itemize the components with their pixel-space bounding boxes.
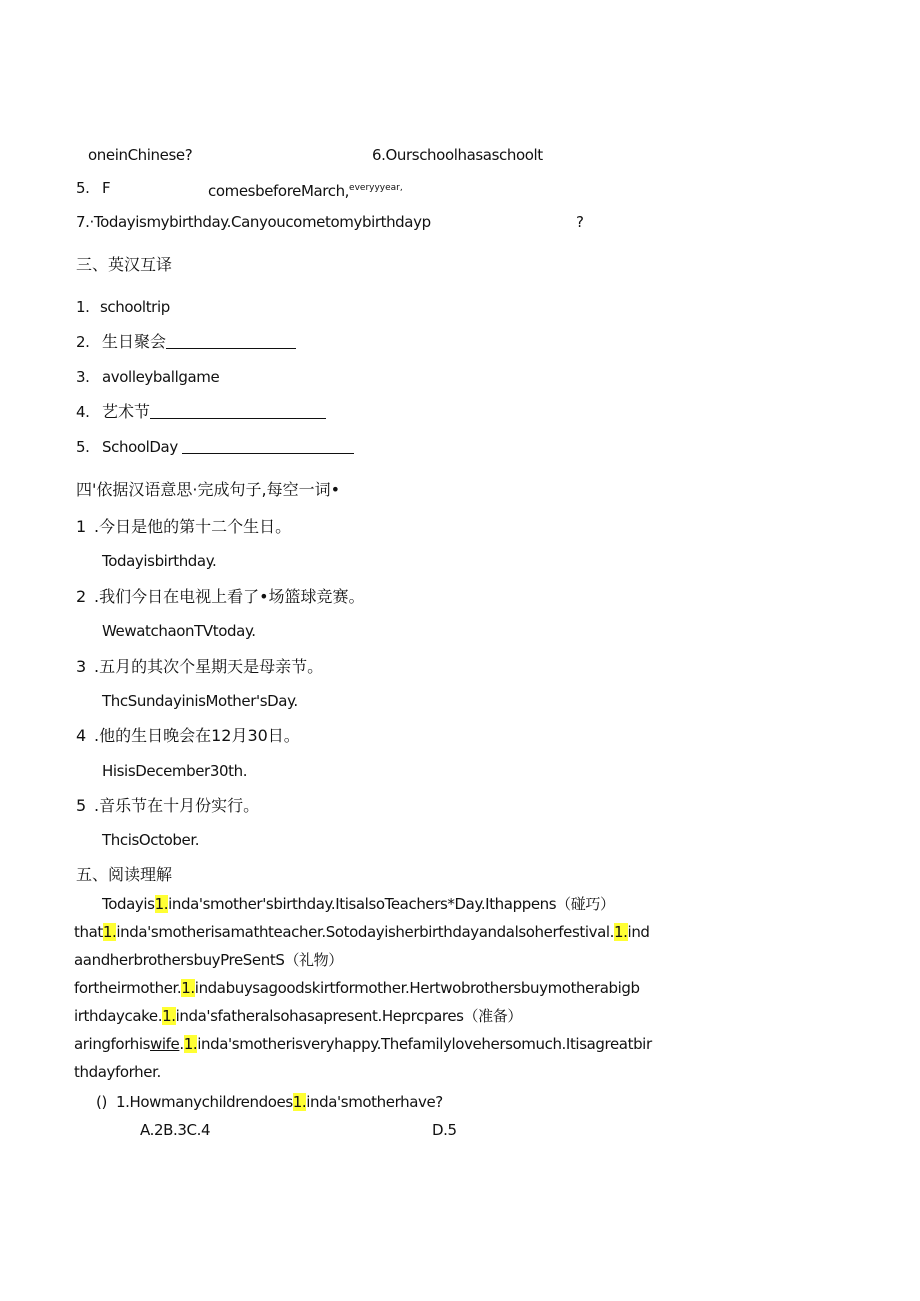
highlight-1: 1. (154, 895, 169, 913)
question-7: 7.·Todayismybirthday.Canyoucometomybirthdayp (76, 213, 431, 231)
passage-text: inda'smotherisveryhappy.Thefamilylovehersomuch.Itisagreatbir (197, 1035, 652, 1053)
s3-item-5-text: SchoolDay (102, 438, 178, 456)
passage-line-4 (74, 974, 654, 1002)
passage-line-1 (74, 890, 654, 918)
s3-item-2-text: 生日聚会 (102, 332, 167, 351)
s3-item-2-num: 2. (76, 333, 90, 351)
section-5-title: 五、阅读理解 (76, 865, 173, 884)
s3-item-3-text: avolleyballgame (102, 368, 220, 386)
s4-item-5-num: 5 (76, 796, 87, 815)
s4-item-5-en: ThcisOctober. (102, 831, 200, 849)
section-3-title: 三、英汉互译 (76, 255, 173, 274)
passage-text: irthdaycake. (74, 1007, 163, 1025)
question-5-number: 5. (76, 179, 90, 197)
s3-item-4-text: 艺术节 (102, 402, 151, 421)
passage-text: aringforhis (74, 1035, 151, 1053)
s4-item-5-cn (76, 796, 259, 816)
question-text: 1.Howmanychildrendoes (116, 1093, 293, 1111)
question-6: 6.Ourschoolhasaschoolt (372, 146, 543, 164)
question-text: inda'smotherhave? (306, 1093, 443, 1111)
s4-item-1-cn (76, 517, 291, 537)
highlight-1: 1. (614, 923, 628, 941)
answer-parentheses: () (96, 1093, 107, 1111)
highlight-1: 1. (102, 923, 117, 941)
s4-item-3-cn (76, 657, 323, 677)
passage-line-7 (74, 1058, 654, 1086)
passage-text: aandherbrothersbuyPreSentS（礼物） (74, 951, 343, 969)
s3-item-1-text: schooltrip (100, 298, 170, 316)
question-4-tail: oneinChinese? (88, 146, 193, 164)
reading-passage (74, 890, 654, 1086)
s4-item-3-num: 3 (76, 657, 87, 676)
passage-line-5 (74, 1002, 654, 1030)
s3-item-2-blank (166, 333, 296, 349)
s3-item-4-blank (150, 403, 326, 419)
passage-text: thdayforher. (74, 1063, 161, 1081)
passage-line-6 (74, 1030, 654, 1058)
highlight-1: 1. (292, 1093, 307, 1111)
passage-text: ind (627, 923, 650, 941)
s4-item-2-cn-text: .我们今日在电视上看了•场篮球竞赛。 (94, 587, 365, 606)
passage-text: inda'smotherisamathteacher.Sotodayisherbirthdayandalsoherfestival. (116, 923, 615, 941)
passage-line-2 (74, 918, 654, 946)
s4-item-4-cn-text: .他的生日晚会在12月30日。 (94, 726, 300, 745)
option-d: D.5 (432, 1121, 457, 1139)
s4-item-3-cn-text: .五月的其次个星期天是母亲节。 (94, 657, 324, 676)
s3-item-3-num: 3. (76, 368, 90, 386)
s3-item-3 (76, 367, 219, 387)
reading-question-1 (96, 1092, 443, 1112)
passage-text: fortheirmother. (74, 979, 182, 997)
question-7-end: ? (576, 213, 584, 231)
s3-item-2 (76, 332, 296, 352)
s4-item-4-cn (76, 726, 300, 746)
s4-item-5-cn-text: .音乐节在十月份实行。 (94, 796, 260, 815)
s4-item-1-num: 1 (76, 517, 87, 536)
question-5-main: comesbeforeMarch, (208, 182, 350, 200)
s4-item-2-en: WewatchaonTVtoday. (102, 622, 256, 640)
s4-item-2-cn (76, 587, 365, 607)
s3-item-5-blank (182, 438, 354, 454)
passage-text: Todayis (102, 895, 155, 913)
passage-text: that (74, 923, 103, 941)
question-5-letter: F (102, 179, 111, 197)
passage-text: indabuysagoodskirtformother.Hertwobrothersbuymotherabigb (194, 979, 640, 997)
highlight-1: 1. (162, 1007, 176, 1025)
passage-text: inda'smother'sbirthday.ItisalsoTeachers*Day.Ithappens（碰巧） (168, 895, 615, 913)
passage-text: . (179, 1035, 184, 1053)
underlined-word: wife (150, 1035, 180, 1053)
s4-item-3-en: ThcSundayinisMother'sDay. (102, 692, 298, 710)
s3-item-4 (76, 402, 326, 422)
s4-item-4-num: 4 (76, 726, 87, 745)
s3-item-5 (76, 437, 354, 457)
s4-item-4-en: HisisDecember30th. (102, 762, 248, 780)
passage-line-3 (74, 946, 654, 974)
s4-item-1-cn-text: .今日是他的第十二个生日。 (94, 517, 292, 536)
question-5-superscript: everyyyear, (349, 183, 403, 193)
section-4-title: 四'依据汉语意思·完成句子,每空一词• (76, 480, 341, 499)
passage-text: inda'sfatheralsohasapresent.Heprcpares（准备） (175, 1007, 522, 1025)
options-abc: A.2B.3C.4 (140, 1121, 211, 1139)
s3-item-1 (76, 297, 170, 317)
s4-item-2-num: 2 (76, 587, 87, 606)
s3-item-1-num: 1. (76, 298, 90, 316)
s4-item-1-en: Todayisbirthday. (102, 552, 217, 570)
s3-item-5-num: 5. (76, 438, 90, 456)
highlight-1: 1. (183, 1035, 198, 1053)
highlight-1: 1. (181, 979, 195, 997)
s3-item-4-num: 4. (76, 403, 90, 421)
question-5-text (208, 178, 403, 201)
